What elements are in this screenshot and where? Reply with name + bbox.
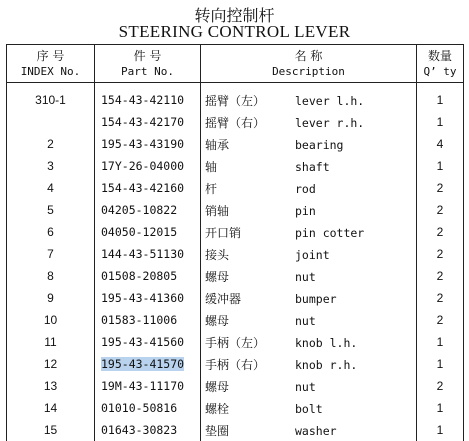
- table-row: [7, 133, 464, 155]
- part-number-cell: [95, 309, 201, 331]
- description-header-cn: 名 称: [294, 48, 323, 63]
- part-number[interactable]: 04205-10822: [101, 203, 178, 217]
- description-column-header: [201, 45, 417, 83]
- part-number-cell: [95, 243, 201, 265]
- index-cell: 7: [7, 243, 95, 265]
- part-number-cell: [95, 221, 201, 243]
- part-number-cell: [95, 83, 201, 112]
- quantity-cell: 2: [417, 375, 464, 397]
- description-cell: [201, 243, 417, 265]
- description-en: rod: [295, 181, 316, 196]
- description-cell: [201, 265, 417, 287]
- quantity-cell: 1: [417, 353, 464, 375]
- part-number[interactable]: 01643-30823: [101, 423, 178, 437]
- index-cell: 4: [7, 177, 95, 199]
- table-row: [7, 177, 464, 199]
- index-cell: 10: [7, 309, 95, 331]
- index-column-header: [7, 45, 95, 83]
- index-cell: 8: [7, 265, 95, 287]
- quantity-cell: 2: [417, 177, 464, 199]
- description-cn: 摇臂（左）: [205, 93, 266, 108]
- description-en: bumper: [295, 291, 337, 306]
- index-cell: 2: [7, 133, 95, 155]
- quantity-cell: 2: [417, 287, 464, 309]
- part-number-cell: [95, 397, 201, 419]
- description-cn: 摇臂（右）: [205, 115, 266, 130]
- description-cn: 轴承: [205, 137, 230, 152]
- part-number-cell: [95, 353, 201, 375]
- parts-table-body: [7, 83, 464, 441]
- part-number-cell: [95, 133, 201, 155]
- index-cell: 15: [7, 419, 95, 441]
- description-en: lever l.h.: [295, 93, 365, 108]
- description-cell: [201, 177, 417, 199]
- description-cn: 杆: [205, 181, 218, 196]
- part-number-cell: [95, 265, 201, 287]
- description-cn: 螺母: [205, 269, 230, 284]
- description-cell: [201, 83, 417, 112]
- part-header-en: Part No.: [121, 64, 174, 78]
- description-cn: 螺母: [205, 379, 230, 394]
- part-column-header: [95, 45, 201, 83]
- part-number[interactable]: 195-43-41560: [101, 335, 185, 349]
- description-en: shaft: [295, 159, 330, 174]
- part-number[interactable]: 154-43-42160: [101, 181, 185, 195]
- quantity-header-en: Q’ ty: [423, 64, 457, 78]
- description-cell: [201, 419, 417, 441]
- quantity-cell: 1: [417, 83, 464, 112]
- description-en: nut: [295, 313, 316, 328]
- table-row: [7, 221, 464, 243]
- table-row: [7, 375, 464, 397]
- table-row: [7, 199, 464, 221]
- description-cell: [201, 287, 417, 309]
- description-cell: [201, 397, 417, 419]
- part-number[interactable]: 195-43-43190: [101, 137, 185, 151]
- description-en: lever r.h.: [295, 115, 365, 130]
- description-en: knob l.h.: [295, 335, 358, 350]
- description-en: nut: [295, 269, 316, 284]
- index-cell: 9: [7, 287, 95, 309]
- quantity-cell: 2: [417, 243, 464, 265]
- description-en: bearing: [295, 137, 344, 152]
- part-number-cell: [95, 419, 201, 441]
- part-number-cell: [95, 111, 201, 133]
- description-en: washer: [295, 423, 337, 438]
- quantity-cell: 1: [417, 397, 464, 419]
- index-cell: 310-1: [7, 83, 95, 112]
- description-cn: 开口销: [205, 225, 242, 240]
- quantity-cell: 1: [417, 155, 464, 177]
- part-number-cell: [95, 375, 201, 397]
- description-cell: [201, 199, 417, 221]
- page-title-english: STEERING CONTROL LEVER: [118, 22, 351, 41]
- table-row: [7, 309, 464, 331]
- description-en: bolt: [295, 401, 323, 416]
- table-row: [7, 155, 464, 177]
- description-cn: 手柄（右）: [205, 357, 266, 372]
- part-number[interactable]: 01583-11006: [101, 313, 178, 327]
- index-cell: 13: [7, 375, 95, 397]
- part-number[interactable]: 17Y-26-04000: [101, 159, 185, 173]
- description-cn: 垫圈: [205, 423, 230, 438]
- part-number[interactable]: 195-43-41360: [101, 291, 185, 305]
- quantity-cell: 2: [417, 221, 464, 243]
- part-number[interactable]: 154-43-42170: [101, 115, 185, 129]
- index-cell: 3: [7, 155, 95, 177]
- table-row: [7, 397, 464, 419]
- index-cell: 6: [7, 221, 95, 243]
- table-row: [7, 83, 464, 112]
- description-cell: [201, 331, 417, 353]
- quantity-cell: 2: [417, 199, 464, 221]
- table-row: [7, 265, 464, 287]
- quantity-cell: 4: [417, 133, 464, 155]
- part-number[interactable]: 01010-50816: [101, 401, 178, 415]
- part-number-cell: [95, 155, 201, 177]
- description-cn: 轴: [205, 159, 218, 174]
- part-number-cell: [95, 331, 201, 353]
- part-number[interactable]: 01508-20805: [101, 269, 178, 283]
- index-cell: 5: [7, 199, 95, 221]
- description-cn: 螺栓: [205, 401, 230, 416]
- description-en: pin cotter: [295, 225, 365, 240]
- part-number[interactable]: 19M-43-11170: [101, 379, 185, 393]
- quantity-header-cn: 数量: [427, 48, 452, 63]
- description-cell: [201, 353, 417, 375]
- description-cn: 接头: [205, 247, 230, 262]
- part-number[interactable]: 144-43-51130: [101, 247, 185, 261]
- part-number-cell: [95, 199, 201, 221]
- part-number[interactable]: 154-43-42110: [101, 93, 185, 107]
- table-row: [7, 243, 464, 265]
- index-cell: 11: [7, 331, 95, 353]
- description-cell: [201, 133, 417, 155]
- part-number[interactable]: 04050-12015: [101, 225, 178, 239]
- part-number-cell: [95, 287, 201, 309]
- description-cn: 螺母: [205, 313, 230, 328]
- description-cn: 手柄（左）: [205, 335, 266, 350]
- description-cell: [201, 221, 417, 243]
- index-header-en: INDEX No.: [20, 64, 81, 78]
- quantity-cell: 1: [417, 419, 464, 441]
- index-header-cn: 序 号: [36, 48, 65, 63]
- description-en: joint: [295, 247, 330, 262]
- description-cell: [201, 155, 417, 177]
- quantity-cell: 2: [417, 309, 464, 331]
- part-header-cn: 件 号: [133, 48, 162, 63]
- description-en: pin: [295, 203, 316, 218]
- table-row: [7, 287, 464, 309]
- description-cell: [201, 111, 417, 133]
- quantity-cell: 1: [417, 111, 464, 133]
- description-header-en: Description: [272, 64, 345, 78]
- table-row: [7, 419, 464, 441]
- description-cn: 销轴: [205, 203, 230, 218]
- parts-table: [6, 44, 464, 441]
- quantity-column-header: [417, 45, 464, 83]
- quantity-cell: 2: [417, 265, 464, 287]
- table-row: [7, 331, 464, 353]
- description-en: nut: [295, 379, 316, 394]
- index-cell: 14: [7, 397, 95, 419]
- page-title-chinese: 转向控制杆: [194, 6, 275, 25]
- quantity-cell: 1: [417, 331, 464, 353]
- index-cell: 12: [7, 353, 95, 375]
- description-cn: 缓冲器: [205, 291, 242, 306]
- part-number-cell: [95, 177, 201, 199]
- table-header-row: [7, 45, 464, 83]
- description-cell: [201, 375, 417, 397]
- part-number[interactable]: 195-43-41570: [101, 357, 185, 371]
- description-en: knob r.h.: [295, 357, 358, 372]
- table-row: [7, 353, 464, 375]
- index-cell: [7, 111, 95, 133]
- description-cell: [201, 309, 417, 331]
- table-row: [7, 111, 464, 133]
